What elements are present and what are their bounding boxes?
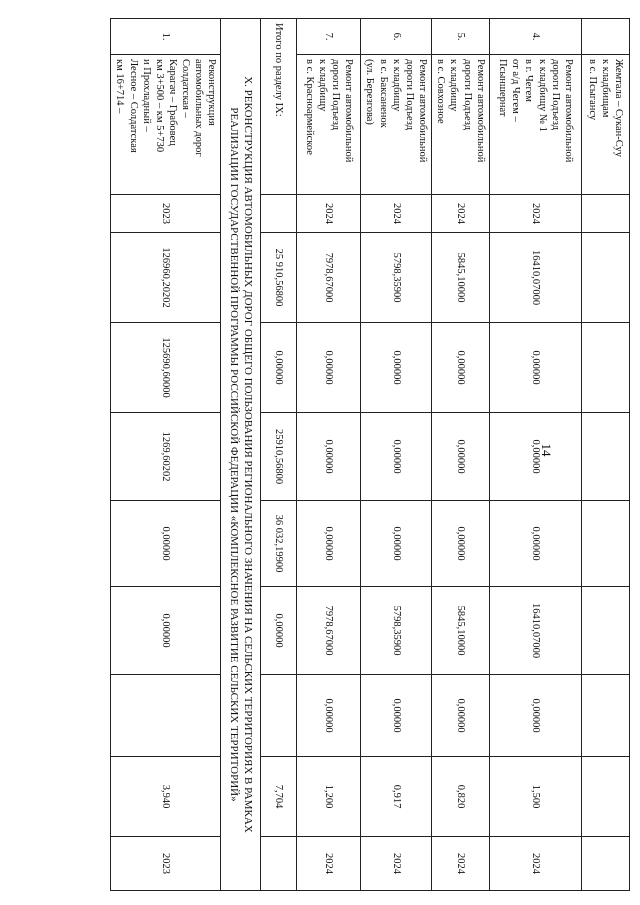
completion-year: 2024 — [361, 837, 432, 891]
regional-funds — [582, 413, 630, 501]
other-funds — [582, 587, 630, 675]
object-name-line: к кладбищу — [316, 59, 328, 112]
object-name-line: Солдатская – — [180, 59, 192, 118]
object-name-line: Ремонт автомобильной — [562, 59, 574, 163]
object-name-line: км 16+714 – — [114, 59, 126, 114]
object-name-line: к кладбищу — [390, 59, 402, 112]
completion-year: 2023 — [111, 837, 221, 891]
regional-funds: 25910,56800 — [261, 413, 297, 501]
object-name-line: к кладбищу — [448, 59, 460, 112]
object-name-line: Карагач – Грабовец — [167, 59, 178, 146]
total-cost — [582, 233, 630, 323]
row-number: 6. — [361, 19, 432, 55]
object-name-line: в с. Баксаненок — [377, 59, 389, 128]
completion-year — [582, 837, 630, 891]
total-cost: 16410,07000 — [490, 233, 582, 323]
other-funds: 5845,10000 — [432, 587, 490, 675]
total-cost: 5798,35900 — [361, 233, 432, 323]
local-funds: 0,00000 — [361, 501, 432, 587]
object-name-line: дороги Подъезд — [461, 59, 473, 131]
total-row — [261, 19, 297, 891]
object-name-line: к кладбищу № 1 — [536, 59, 548, 132]
completion-year: 2024 — [432, 837, 490, 891]
regional-funds: 0,00000 — [490, 413, 582, 501]
local-funds: 0,00000 — [490, 501, 582, 587]
total-cost: 5845,10000 — [432, 233, 490, 323]
length-km: 1,200 — [297, 757, 361, 837]
federal-funds: 0,00000 — [490, 323, 582, 413]
other-funds: 0,00000 — [261, 587, 297, 675]
federal-funds: 125690,60000 — [111, 323, 221, 413]
extra-funds: 0,00000 — [361, 675, 432, 757]
start-year: 2023 — [111, 195, 221, 233]
extra-funds: 0,00000 — [490, 675, 582, 757]
row-number: 4. — [490, 19, 582, 55]
other-funds: 5798,35900 — [361, 587, 432, 675]
table-row — [432, 19, 490, 891]
local-funds — [582, 501, 630, 587]
object-name-line: к кладбищам — [600, 59, 612, 118]
start-year: 2024 — [432, 195, 490, 233]
object-name-line: Жемтала – Сукан-Суу — [613, 59, 625, 158]
section-x-title — [221, 19, 261, 891]
federal-funds: 0,00000 — [297, 323, 361, 413]
total-label: Итого по разделу IX: — [261, 19, 297, 195]
table-row — [361, 19, 432, 891]
total-cost: 126960,20202 — [111, 233, 221, 323]
start-year — [261, 195, 297, 233]
start-year — [582, 195, 630, 233]
object-name-line: в с. Псыгансу — [586, 59, 598, 121]
section-title-line: РЕАЛИЗАЦИИ ГОСУДАРСТВЕННОЙ ПРОГРАММЫ РОССИЙСКОЙ ФЕДЕРАЦИИ «КОМПЛЕКСНОЕ РАЗВИТИЕ СЕЛЬСКИХ ТЕРРИТОРИЙ» — [227, 107, 240, 802]
start-year: 2024 — [361, 195, 432, 233]
local-funds: 0,00000 — [111, 501, 221, 587]
extra-funds: 0,00000 — [297, 675, 361, 757]
table-row — [490, 19, 582, 891]
object-name-line: дороги Подъезд — [403, 59, 415, 131]
object-name-line: Реконструкция — [206, 59, 218, 126]
object-name-line: автомобильных дорог — [193, 59, 205, 157]
regional-funds: 1269,60202 — [111, 413, 221, 501]
object-name-line: Ремонт автомобильной — [417, 59, 428, 163]
section-header-row — [221, 19, 261, 891]
federal-funds — [582, 323, 630, 413]
object-name-cell — [297, 55, 361, 195]
start-year: 2024 — [490, 195, 582, 233]
length-km — [582, 757, 630, 837]
object-name-line: в с. Красноармейское — [303, 59, 315, 155]
local-funds: 36 032,19900 — [261, 501, 297, 587]
object-name-cell — [432, 55, 490, 195]
object-name-cell — [111, 55, 221, 195]
completion-year: 2024 — [297, 837, 361, 891]
length-km: 3,940 — [111, 757, 221, 837]
total-cost: 25 910,56800 — [261, 233, 297, 323]
page-number: 14 — [539, 443, 554, 457]
object-name-line: от а/д Чегем – — [510, 59, 522, 122]
other-funds: 16410,07000 — [490, 587, 582, 675]
object-name-line: дороги Подъезд — [549, 59, 561, 131]
other-funds: 0,00000 — [111, 587, 221, 675]
other-funds: 7978,67000 — [297, 587, 361, 675]
length-km: 7,704 — [261, 757, 297, 837]
object-name-cell — [361, 55, 432, 195]
regional-funds: 0,00000 — [361, 413, 432, 501]
row-number: 5. — [432, 19, 490, 55]
row-number: 7. — [297, 19, 361, 55]
object-name-cell — [490, 55, 582, 195]
table-row — [297, 19, 361, 891]
object-name-line: в г. Чегем — [523, 59, 535, 102]
length-km: 0,820 — [432, 757, 490, 837]
extra-funds — [111, 675, 221, 757]
extra-funds — [582, 675, 630, 757]
object-name-line: Псыншернат — [497, 59, 509, 117]
federal-funds: 0,00000 — [361, 323, 432, 413]
section-title-line: X. РЕКОНСТРУКЦИЯ АВТОМОБИЛЬНЫХ ДОРОГ ОБЩЕГО ПОЛЬЗОВАНИЯ РЕГИОНАЛЬНОГО ЗНАЧЕНИЯ НА СЕЛЬСКИХ ТЕРРИТОРИЯХ В РАМКАХ — [242, 76, 255, 833]
regional-funds: 0,00000 — [297, 413, 361, 501]
table-row — [111, 19, 221, 891]
local-funds: 0,00000 — [432, 501, 490, 587]
extra-funds — [261, 675, 297, 757]
object-name-line: Ремонт автомобильной — [474, 59, 486, 163]
row-number: 1. — [111, 19, 221, 55]
federal-funds: 0,00000 — [261, 323, 297, 413]
object-name-line: км 3+500 – км 5+730 — [153, 59, 165, 153]
road-program-table — [110, 18, 630, 891]
table-row — [582, 19, 630, 891]
object-name-line: в с. Совхозное — [435, 59, 447, 124]
object-name-line: Лесное – Солдатская — [127, 59, 139, 153]
row-number — [582, 19, 630, 55]
start-year: 2024 — [297, 195, 361, 233]
local-funds: 0,00000 — [297, 501, 361, 587]
total-cost: 7978,67000 — [297, 233, 361, 323]
object-name-line: и Прохладный – — [140, 59, 152, 132]
object-name-line: (ул. Березгова) — [364, 59, 376, 125]
object-name-cell — [582, 55, 630, 195]
federal-funds: 0,00000 — [432, 323, 490, 413]
completion-year: 2024 — [490, 837, 582, 891]
completion-year — [261, 837, 297, 891]
extra-funds: 0,00000 — [432, 675, 490, 757]
length-km: 0,917 — [361, 757, 432, 837]
object-name-line: Ремонт автомобильной — [343, 59, 355, 163]
rotated-table-container — [74, 18, 630, 890]
length-km: 1,500 — [490, 757, 582, 837]
regional-funds: 0,00000 — [432, 413, 490, 501]
object-name-line: дороги Подъезд — [330, 59, 341, 131]
